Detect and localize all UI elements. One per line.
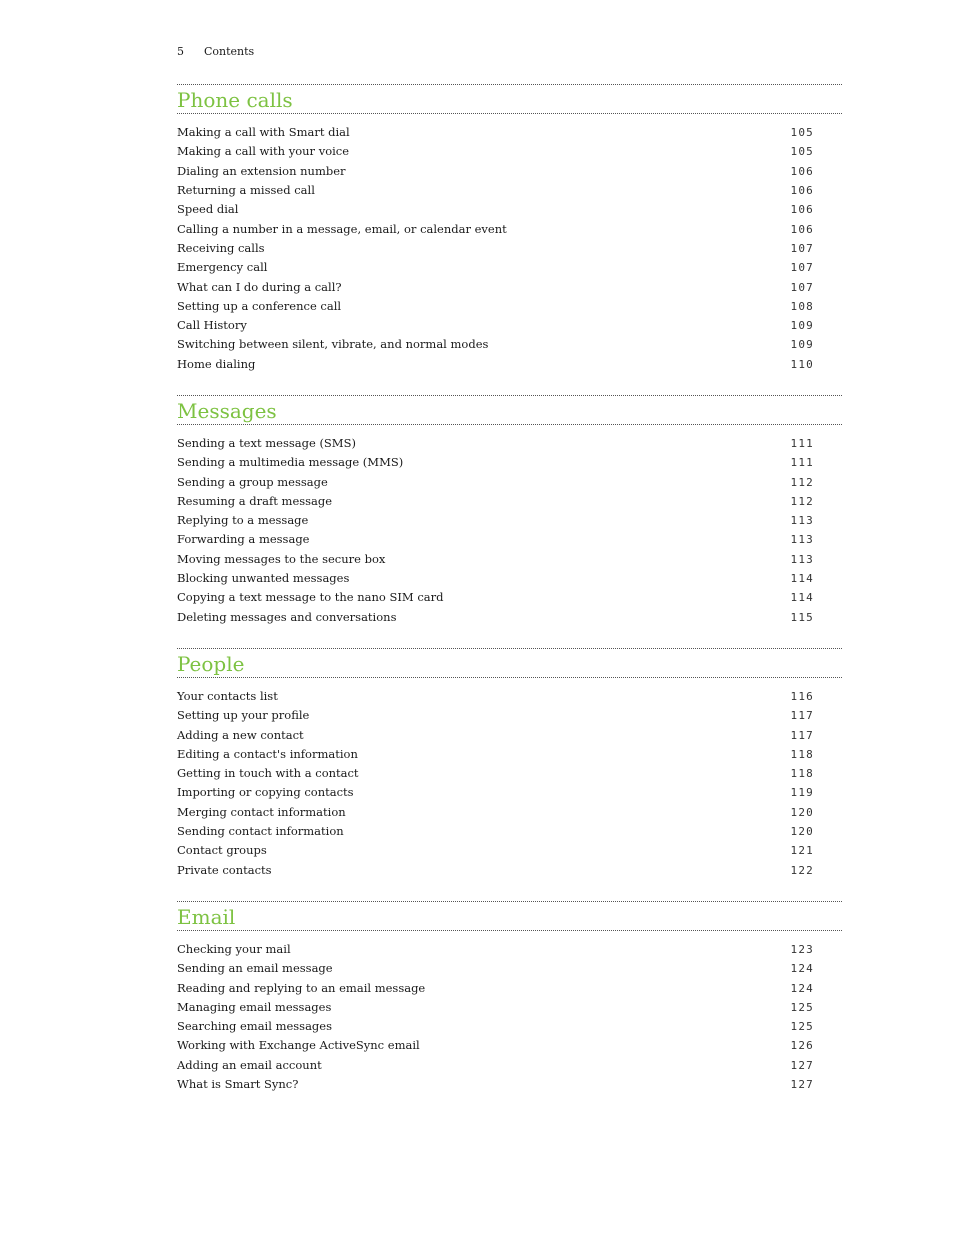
section-title: Phone calls <box>177 88 293 112</box>
toc-entry[interactable] <box>177 472 842 491</box>
toc-entry-page-number: 113 <box>790 552 814 566</box>
toc-entry-list <box>177 931 842 1094</box>
toc-entry-title: Managing email messages <box>177 999 332 1014</box>
toc-section <box>177 648 842 880</box>
toc-entry[interactable] <box>177 1056 842 1075</box>
toc-entry-title: Call History <box>177 318 247 333</box>
toc-entry-page-number: 109 <box>790 338 814 352</box>
toc-entry-title: Setting up a conference call <box>177 298 342 313</box>
toc-entry-title: Home dialing <box>177 356 256 371</box>
toc-entry-title: Receiving calls <box>177 240 265 255</box>
toc-entry-page-number: 118 <box>790 767 814 781</box>
toc-entry-title: Emergency call <box>177 260 268 275</box>
toc-entry-title: Importing or copying contacts <box>177 785 354 800</box>
page-number: 5 <box>177 45 184 58</box>
toc-entry-title: Merging contact information <box>177 804 346 819</box>
toc-entry[interactable] <box>177 783 842 802</box>
toc-entry-page-number: 106 <box>790 203 814 217</box>
toc-entry[interactable] <box>177 219 842 238</box>
toc-entry[interactable] <box>177 569 842 588</box>
toc-entry-page-number: 111 <box>790 437 814 450</box>
toc-entry-page-number: 112 <box>790 494 814 508</box>
toc-entry[interactable] <box>177 940 842 959</box>
toc-entry[interactable] <box>177 200 842 219</box>
toc-entry-title: Returning a missed call <box>177 183 315 198</box>
toc-entry-title: Adding an email account <box>177 1057 322 1072</box>
toc-entry-title: Making a call with Smart dial <box>177 125 350 140</box>
toc-entry-page-number: 114 <box>790 572 814 586</box>
toc-section <box>177 395 842 627</box>
toc-entry-page-number: 117 <box>790 709 814 723</box>
toc-entry[interactable] <box>177 434 842 453</box>
toc-entry-title: Contact groups <box>177 843 267 858</box>
toc-entry[interactable] <box>177 530 842 549</box>
toc-entry-title: Searching email messages <box>177 1019 333 1034</box>
table-of-contents <box>177 84 842 1115</box>
toc-entry[interactable] <box>177 803 842 822</box>
toc-entry-page-number: 106 <box>790 184 814 198</box>
toc-entry[interactable] <box>177 142 842 161</box>
toc-entry-page-number: 113 <box>790 514 814 528</box>
toc-entry[interactable] <box>177 181 842 200</box>
toc-entry-page-number: 126 <box>790 1039 814 1053</box>
toc-entry-page-number: 125 <box>790 1020 814 1034</box>
toc-entry-title: Private contacts <box>177 862 272 877</box>
toc-entry[interactable] <box>177 258 842 277</box>
toc-entry[interactable] <box>177 550 842 569</box>
page-header <box>177 45 254 59</box>
toc-entry-title: Copying a text message to the nano SIM card <box>177 590 444 605</box>
toc-entry[interactable] <box>177 277 842 296</box>
toc-entry-title: Forwarding a message <box>177 532 310 547</box>
toc-entry-page-number: 108 <box>790 299 814 313</box>
toc-entry[interactable] <box>177 588 842 607</box>
toc-entry-page-number: 114 <box>790 591 814 605</box>
toc-entry-page-number: 105 <box>790 145 814 159</box>
toc-entry-title: Deleting messages and conversations <box>177 609 397 624</box>
toc-entry-title: Sending an email message <box>177 961 333 976</box>
toc-entry-page-number: 109 <box>790 319 814 333</box>
toc-entry-page-number: 106 <box>790 164 814 178</box>
toc-entry-page-number: 123 <box>790 942 814 956</box>
toc-entry-page-number: 124 <box>790 981 814 995</box>
toc-entry-title: Sending a text message (SMS) <box>177 436 356 450</box>
toc-entry-page-number: 107 <box>790 241 814 255</box>
toc-entry-title: What can I do during a call? <box>177 279 342 294</box>
toc-entry[interactable] <box>177 297 842 316</box>
toc-entry[interactable] <box>177 239 842 258</box>
section-title: Email <box>177 904 236 929</box>
toc-entry-page-number: 107 <box>790 280 814 294</box>
toc-section <box>177 901 842 1094</box>
toc-entry[interactable] <box>177 764 842 783</box>
toc-entry-page-number: 106 <box>790 222 814 236</box>
toc-entry-page-number: 120 <box>790 805 814 819</box>
toc-entry[interactable] <box>177 492 842 511</box>
section-title: Messages <box>177 398 277 423</box>
toc-entry[interactable] <box>177 608 842 627</box>
toc-entry-title: Sending a group message <box>177 474 328 489</box>
toc-entry-title: Getting in touch with a contact <box>177 766 359 781</box>
toc-entry-title: Your contacts list <box>177 688 278 703</box>
toc-entry[interactable] <box>177 316 842 335</box>
toc-entry-page-number: 127 <box>790 1078 814 1092</box>
toc-entry-title: Making a call with your voice <box>177 144 350 159</box>
toc-entry-list <box>177 425 842 627</box>
toc-entry-title: Reading and replying to an email message <box>177 980 426 995</box>
toc-entry-title: Dialing an extension number <box>177 163 346 178</box>
toc-entry-title: Adding a new contact <box>177 727 304 742</box>
toc-entry[interactable] <box>177 822 842 841</box>
toc-entry[interactable] <box>177 725 842 744</box>
toc-entry-title: Checking your mail <box>177 941 291 956</box>
toc-entry-title: Working with Exchange ActiveSync email <box>177 1038 420 1053</box>
toc-entry[interactable] <box>177 162 842 181</box>
toc-entry-page-number: 113 <box>790 533 814 547</box>
toc-entry[interactable] <box>177 123 842 142</box>
toc-entry[interactable] <box>177 959 842 978</box>
toc-entry[interactable] <box>177 355 842 374</box>
toc-entry[interactable] <box>177 706 842 725</box>
toc-entry[interactable] <box>177 861 842 880</box>
toc-entry[interactable] <box>177 1036 842 1055</box>
toc-entry[interactable] <box>177 453 842 472</box>
toc-entry-title: Speed dial <box>177 202 239 217</box>
toc-entry-page-number: 112 <box>790 475 814 489</box>
toc-entry[interactable] <box>177 841 842 860</box>
toc-entry-title: What is Smart Sync? <box>177 1077 299 1092</box>
section-title: People <box>177 651 245 676</box>
toc-entry-title: Setting up your profile <box>177 708 310 723</box>
toc-entry-page-number: 107 <box>790 261 814 275</box>
toc-entry[interactable] <box>177 998 842 1017</box>
toc-entry-page-number: 110 <box>790 357 814 371</box>
toc-entry[interactable] <box>177 687 842 706</box>
toc-entry-title: Editing a contact's information <box>177 746 358 761</box>
toc-entry[interactable] <box>177 978 842 997</box>
toc-entry-page-number: 116 <box>790 689 814 703</box>
toc-entry-page-number: 127 <box>790 1058 814 1072</box>
toc-entry-page-number: 118 <box>790 747 814 761</box>
toc-entry-title: Sending a multimedia message (MMS) <box>177 455 404 470</box>
toc-entry-page-number: 111 <box>790 456 814 470</box>
toc-entry-title: Moving messages to the secure box <box>177 551 386 566</box>
toc-entry-title: Replying to a message <box>177 513 309 528</box>
toc-entry-page-number: 117 <box>790 728 814 742</box>
toc-entry-page-number: 119 <box>790 786 814 800</box>
toc-entry-page-number: 124 <box>790 962 814 976</box>
toc-entry-title: Calling a number in a message, email, or calendar event <box>177 221 507 236</box>
toc-entry[interactable] <box>177 511 842 530</box>
toc-entry-title: Resuming a draft message <box>177 493 333 508</box>
toc-entry-page-number: 121 <box>790 844 814 858</box>
running-head: Contents <box>204 45 255 58</box>
toc-entry-page-number: 125 <box>790 1000 814 1014</box>
toc-entry[interactable] <box>177 1017 842 1036</box>
toc-entry[interactable] <box>177 1075 842 1094</box>
toc-entry-list <box>177 114 842 374</box>
toc-entry-page-number: 120 <box>790 825 814 839</box>
toc-entry-title: Blocking unwanted messages <box>177 571 350 586</box>
toc-entry-list <box>177 678 842 880</box>
toc-entry[interactable] <box>177 745 842 764</box>
toc-entry-page-number: 122 <box>790 863 814 877</box>
toc-entry-page-number: 115 <box>790 610 814 624</box>
toc-entry-title: Sending contact information <box>177 824 344 839</box>
toc-entry-title: Switching between silent, vibrate, and normal modes <box>177 337 489 352</box>
toc-section <box>177 84 842 374</box>
toc-entry-page-number: 105 <box>790 126 814 140</box>
toc-entry[interactable] <box>177 335 842 354</box>
